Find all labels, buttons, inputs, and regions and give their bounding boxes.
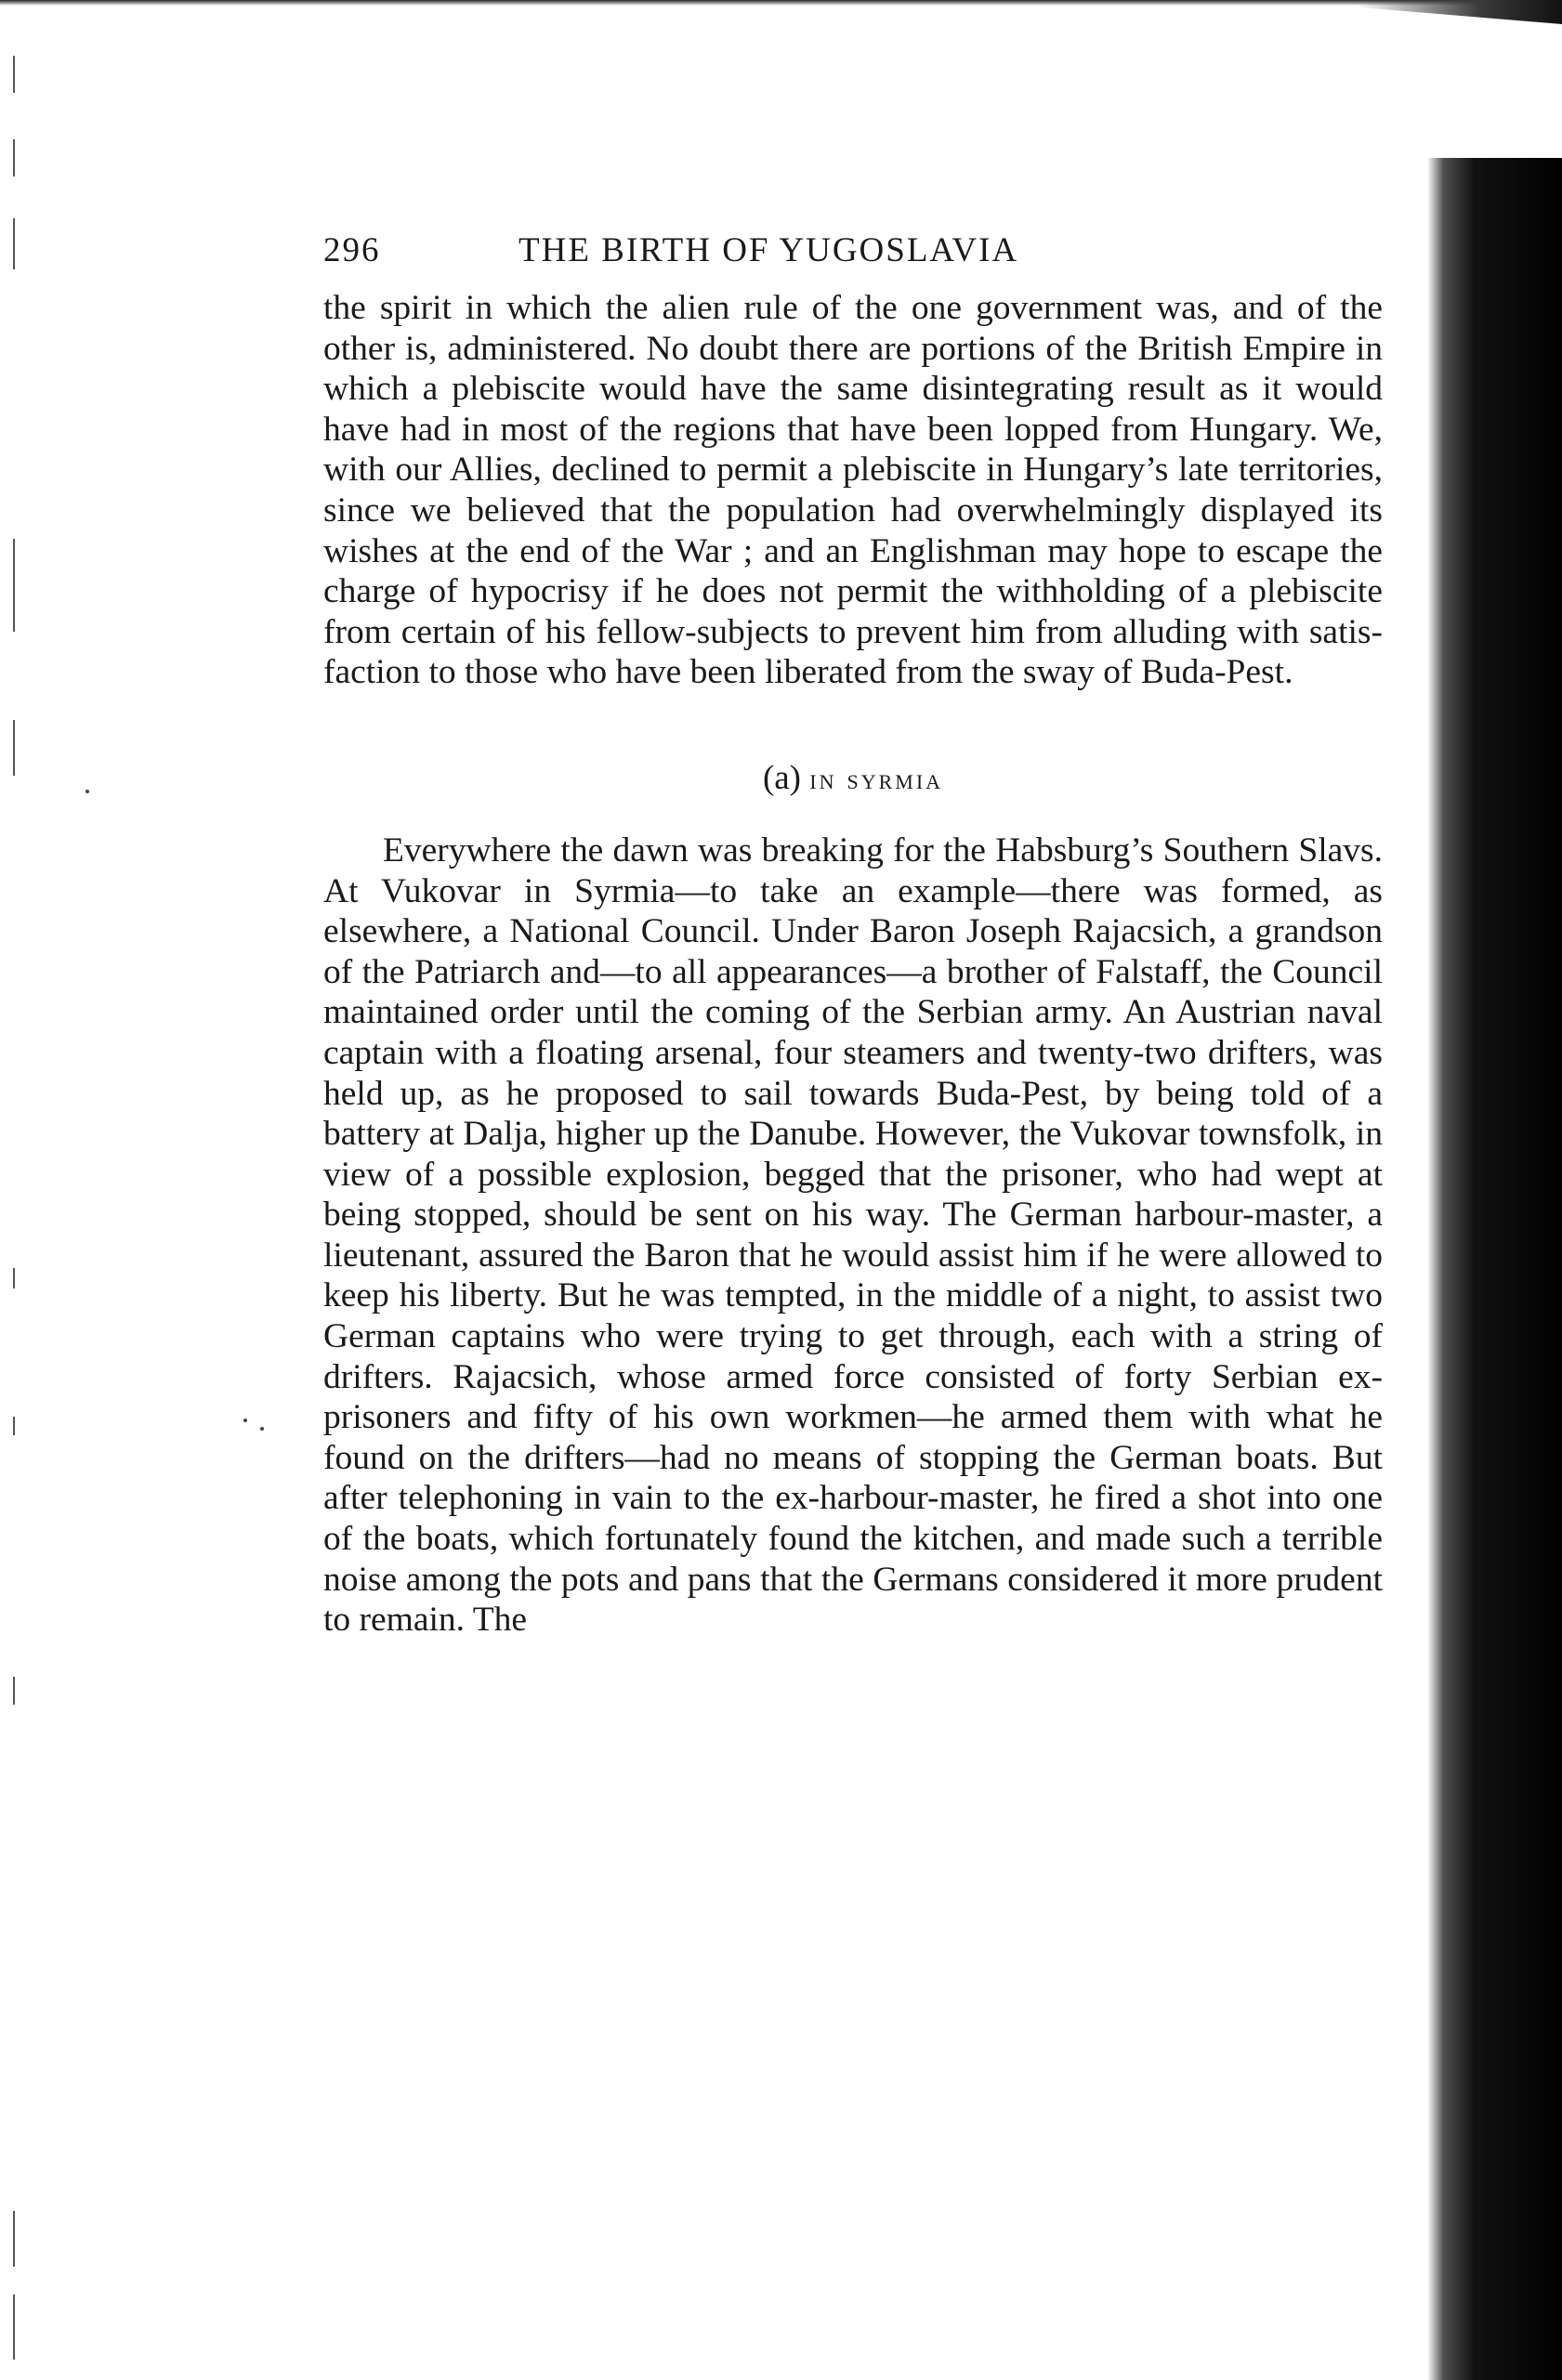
book-page [323,225,1383,1641]
scan-speck [260,1427,264,1431]
scan-corner-shadow [1358,0,1562,24]
scan-speck [243,1419,247,1422]
scan-binding-shadow [1427,158,1562,2380]
section-marker: (a) [762,758,802,797]
scan-speck [85,790,89,793]
scan-margin-mark [13,2295,15,2360]
scan-margin-mark [13,1417,15,1435]
running-head [323,225,1383,288]
scan-margin-mark [13,1677,15,1705]
running-title: THE BIRTH OF YUGOSLAVIA [518,231,1019,269]
scan-margin-mark [13,139,15,177]
page-number: 296 [323,231,381,269]
body-paragraph: the spirit in which the alien rule of the one government was, and of the other is, administered. No doubt there are portions of the British Empire in which a plebiscite would have the same disintegrating result as it would have had in most of the regions that have been lopped from Hungary. We, with our Allies, declined to permit a plebiscite in Hungary’s late territories, since we believed that the population had overwhelmingly displayed its wishes at the end of the War ; and an Englishman may hope to escape the charge of hypocrisy if he does not permit the withholding of a plebiscite from certain of his fellow-subjects to prevent him from alluding with satisfaction to those who have been liberated from the sway of Buda-Pest. [323,289,1383,692]
scan-margin-mark [13,1268,15,1288]
scan-margin-mark [13,539,15,632]
scan-margin-mark [13,2211,15,2267]
section-heading [323,758,1383,799]
scan-margin-mark [13,218,15,269]
scan-top-edge [0,0,1562,6]
section-title: in syrmia [809,761,944,795]
scan-margin-mark [13,56,15,93]
body-paragraph: Everywhere the dawn was breaking for the Habsburg’s Southern Slavs. At Vukovar in Syrmia—to take an example—there was formed, as elsewhere, a National Council. Under Baron Joseph Rajacsich, a grandson of the Patriarch and—to all appearances—a brother of Falstaff, the Council maintained order until the coming of the Serbian army. An Austrian naval captain with a floating arsenal, four steamers and twenty-two drifters, was held up, as he proposed to sail towards Buda-Pest, by being told of a battery at Dalja, higher up the Danube. However, the Vukovar townsfolk, in view of a possible explosion, begged that the prisoner, who had wept at being stopped, should be sent on his way. The German harbour-master, a lieutenant, assured the Baron that he would assist him if he were allowed to keep his liberty. But he was tempted, in the middle of a night, to assist two German captains who were trying to get through, each with a string of drifters. Rajacsich, whose armed force consisted of forty Serbian ex-prisoners and fifty of his own workmen—he armed them with what he found on the drifters—had no means of stopping the German boats. But after telephoning in vain to the ex-harbour-master, he fired a shot into one of the boats, which fortunately found the kitchen, and made such a terrible noise among the pots and pans that the Germans considered it more prudent to remain. The [323,830,1383,1640]
scan-margin-mark [13,720,15,776]
